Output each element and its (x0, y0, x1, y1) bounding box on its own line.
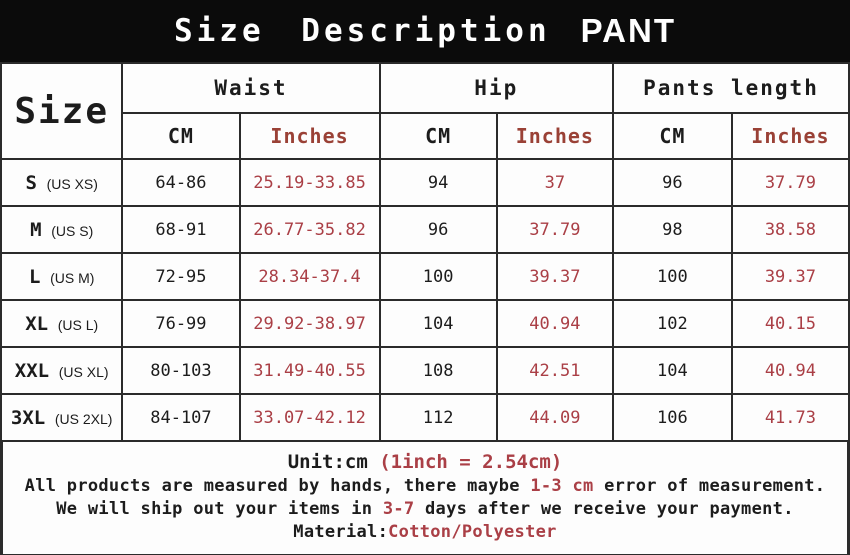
hip-cm-value: 96 (380, 206, 497, 253)
unit-note (3, 449, 847, 475)
size-label (1, 347, 122, 394)
shipping-note (3, 498, 847, 521)
table-unit-header-row (1, 113, 849, 159)
size-code: S (25, 171, 37, 194)
waist-inches-header: Inches (240, 113, 380, 159)
waist-inches-value: 26.77-35.82 (240, 206, 380, 253)
waist-inches-value: 28.34-37.4 (240, 253, 380, 300)
waist-inches-value: 33.07-42.12 (240, 394, 380, 441)
hip-inches-value: 39.37 (497, 253, 613, 300)
table-row-m (1, 206, 849, 253)
size-code: XXL (14, 359, 50, 382)
length-inches-value: 40.94 (732, 347, 849, 394)
size-code: XL (25, 312, 49, 335)
hip-inches-value: 44.09 (497, 394, 613, 441)
us-size: (US M) (50, 269, 95, 286)
hip-inches-header: Inches (497, 113, 613, 159)
page-title: Size Description (173, 13, 551, 49)
size-label (1, 394, 122, 441)
hip-inches-value: 42.51 (497, 347, 613, 394)
waist-cm-header: CM (122, 113, 239, 159)
hip-cm-value: 104 (380, 300, 497, 347)
title-banner (0, 0, 850, 62)
length-inches-value: 39.37 (732, 253, 849, 300)
length-cm-value: 100 (613, 253, 732, 300)
length-cm-value: 98 (613, 206, 732, 253)
shipping-note-text: We will ship out your items in (56, 499, 383, 519)
length-cm-value: 106 (613, 394, 732, 441)
size-label (1, 159, 122, 206)
hip-cm-header: CM (380, 113, 497, 159)
hip-cm-value: 100 (380, 253, 497, 300)
us-size: (US XS) (46, 175, 98, 192)
hip-inches-value: 40.94 (497, 300, 613, 347)
waist-cm-value: 72-95 (122, 253, 239, 300)
hip-cm-value: 94 (380, 159, 497, 206)
material-value: Cotton/Polyester (388, 522, 557, 542)
material-note (3, 521, 847, 544)
unit-note-text: Unit:cm (287, 451, 380, 473)
table-row-s (1, 159, 849, 206)
table-row-xl (1, 300, 849, 347)
length-cm-value: 96 (613, 159, 732, 206)
hip-cm-value: 108 (380, 347, 497, 394)
unit-conversion: (1inch = 2.54cm) (379, 451, 563, 473)
size-label (1, 253, 122, 300)
waist-cm-value: 64-86 (122, 159, 239, 206)
hip-cm-value: 112 (380, 394, 497, 441)
size-table (0, 62, 850, 442)
notes-section (0, 442, 850, 555)
material-label: Material: (293, 522, 389, 542)
waist-inches-value: 29.92-38.97 (240, 300, 380, 347)
hip-inches-value: 37 (497, 159, 613, 206)
us-size: (US XL) (58, 363, 109, 380)
pants-length-group-header: Pants length (613, 63, 849, 113)
measurement-error-range: 1-3 cm (530, 476, 594, 496)
us-size: (US S) (51, 222, 94, 239)
size-column-header: Size (1, 63, 122, 159)
length-cm-value: 104 (613, 347, 732, 394)
measurement-note (3, 475, 847, 498)
measurement-note-text-end: error of measurement. (593, 476, 826, 496)
page-title-category: PANT (580, 12, 676, 49)
size-label (1, 300, 122, 347)
size-code: M (30, 218, 42, 241)
us-size: (US 2XL) (54, 410, 113, 427)
length-inches-header: Inches (732, 113, 849, 159)
waist-cm-value: 80-103 (122, 347, 239, 394)
shipping-days: 3-7 (382, 499, 415, 519)
waist-cm-value: 84-107 (122, 394, 239, 441)
table-row-l (1, 253, 849, 300)
waist-cm-value: 76-99 (122, 300, 239, 347)
hip-group-header: Hip (380, 63, 613, 113)
hip-inches-value: 37.79 (497, 206, 613, 253)
waist-inches-value: 31.49-40.55 (240, 347, 380, 394)
length-cm-header: CM (613, 113, 732, 159)
table-row-xxl (1, 347, 849, 394)
table-row-3xl (1, 394, 849, 441)
waist-group-header: Waist (122, 63, 379, 113)
length-inches-value: 37.79 (732, 159, 849, 206)
length-inches-value: 40.15 (732, 300, 849, 347)
table-group-header-row (1, 63, 849, 113)
waist-inches-value: 25.19-33.85 (240, 159, 380, 206)
length-cm-value: 102 (613, 300, 732, 347)
measurement-note-text: All products are measured by hands, there maybe (24, 476, 531, 496)
size-label (1, 206, 122, 253)
length-inches-value: 41.73 (732, 394, 849, 441)
us-size: (US L) (57, 316, 99, 333)
size-code: 3XL (10, 406, 46, 429)
length-inches-value: 38.58 (732, 206, 849, 253)
shipping-note-text-end: days after we receive your payment. (414, 499, 794, 519)
size-code: L (28, 265, 41, 288)
waist-cm-value: 68-91 (122, 206, 239, 253)
